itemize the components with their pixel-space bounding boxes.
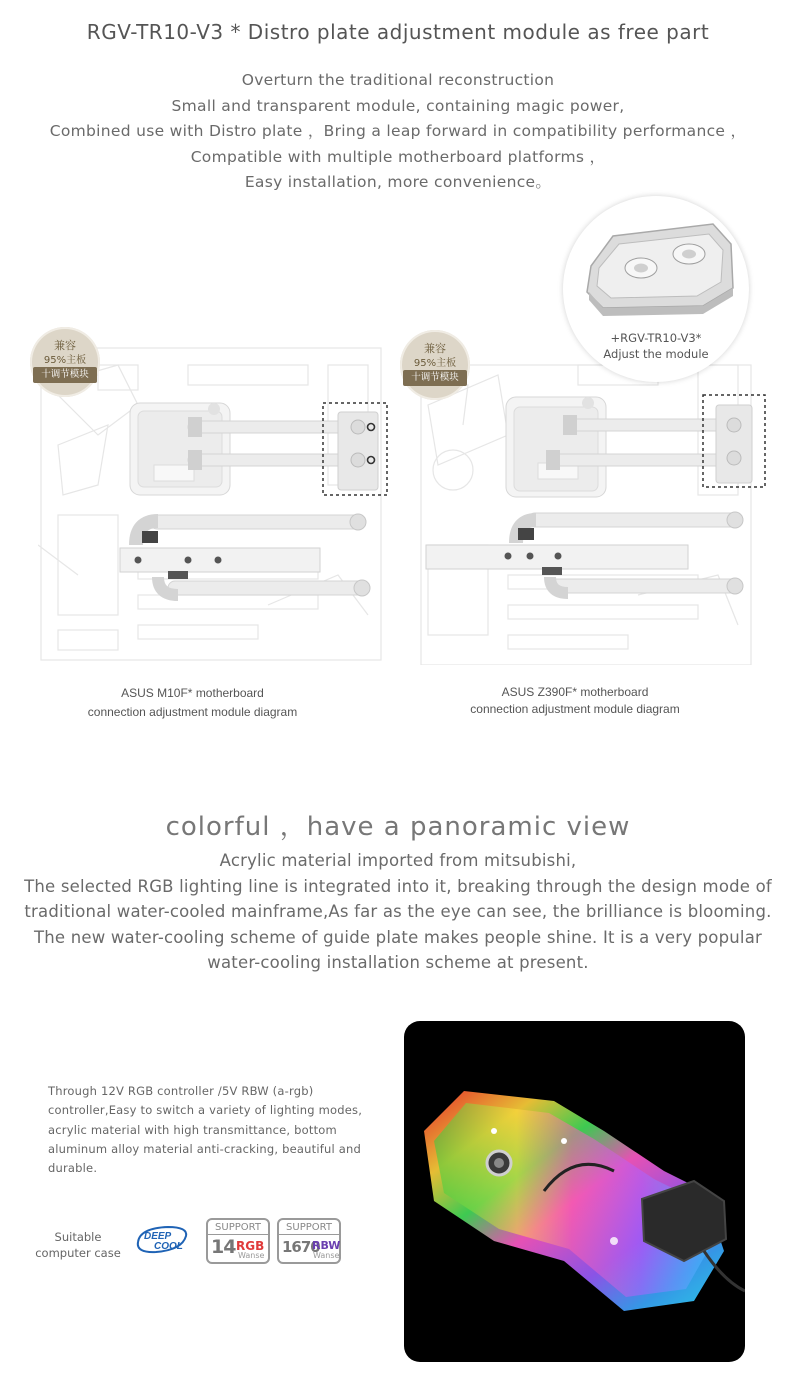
intro-line: Compatible with multiple motherboard platforms ， [190,147,606,166]
suitable-case-label [28,1229,128,1261]
support-sub: Wanse [238,1251,265,1260]
badge-line: 95%主板 [413,358,457,369]
paragraph-line: water-cooling installation scheme at present. [207,953,589,972]
caption-line: ASUS Z390F* motherboard [501,685,649,699]
feature-line: acrylic material with high transmittance, bottom [48,1122,337,1137]
motherboard-diagram-right [418,345,768,665]
support-label: SUPPORT [208,1221,268,1235]
diagram-caption-left [40,684,345,722]
support-tag: RBW [312,1239,341,1252]
section-paragraph [0,848,796,976]
module-illustration [563,196,749,326]
paragraph-line: The selected RGB lighting line is integrated into it, breaking through the design mode of [24,876,772,896]
suitable-line: computer case [35,1246,121,1260]
caption-line: ASUS M10F* motherboard [121,686,264,700]
badge-line: 兼容 [54,339,76,352]
badge-line: 十调节模块 [33,367,97,383]
intro-line: Overturn the traditional reconstruction [241,71,555,89]
feature-line: aluminum alloy material anti-cracking, beautiful and [48,1141,361,1156]
section-heading: colorful ，have a panoramic view [165,812,631,842]
intro-paragraph [0,68,796,196]
support-number: 14 [211,1236,236,1258]
deepcool-logo-mark [132,1224,192,1256]
support-number: 1670 [282,1238,320,1256]
motherboard-diagram-left [38,345,388,665]
caption-line: connection adjustment module diagram [470,702,680,716]
diagram-caption-right [420,684,730,718]
feature-line: controller,Easy to switch a variety of lighting modes, [48,1103,363,1118]
module-callout [563,196,749,382]
badge-line: 十调节模块 [403,370,467,386]
support-rgb-badge [206,1218,270,1264]
feature-line: Through 12V RGB controller /5V RBW (a-rgb) [48,1084,314,1098]
support-tag: RGB [236,1239,265,1253]
motherboard-illustration [418,345,768,665]
compatibility-badge-right [400,330,470,400]
badge-line: 95%主板 [43,355,87,366]
feature-description [48,1082,378,1178]
badge-line: 兼容 [424,342,446,355]
deepcool-logo [132,1224,192,1256]
deepcool-text: COOL [154,1241,183,1252]
support-rbw-badge [277,1218,341,1264]
caption-line: connection adjustment module diagram [87,705,298,719]
motherboard-illustration [38,345,388,665]
module-name: +RGV-TR10-V3* [610,331,702,345]
intro-line: Combined use with Distro plate ，Bring a leap forward in compatibility performance ， [49,122,747,140]
compatibility-badge-left [30,327,100,397]
paragraph-line: traditional water-cooled mainframe,As far as the eye can see, the brilliance is blooming. [24,902,772,921]
support-label: SUPPORT [279,1221,339,1235]
suitable-line: Suitable [54,1230,102,1244]
intro-line: Easy installation, more convenience。 [244,173,552,191]
paragraph-line: Acrylic material imported from mitsubishi, [219,851,577,870]
page-title: RGV-TR10-V3 * Distro plate adjustment module as free part [86,20,710,44]
feature-line: durable. [48,1161,98,1176]
deepcool-text: DEEP [144,1231,172,1242]
rgb-product-photo [404,1021,745,1362]
module-label: Adjust the module [603,347,709,361]
paragraph-line: The new water-cooling scheme of guide plate makes people shine. It is a very popular [33,927,763,947]
intro-line: Small and transparent module, containing magic power, [171,96,625,115]
support-sub: Wanse [313,1251,340,1260]
rgb-distro-plate-illustration [404,1021,745,1362]
